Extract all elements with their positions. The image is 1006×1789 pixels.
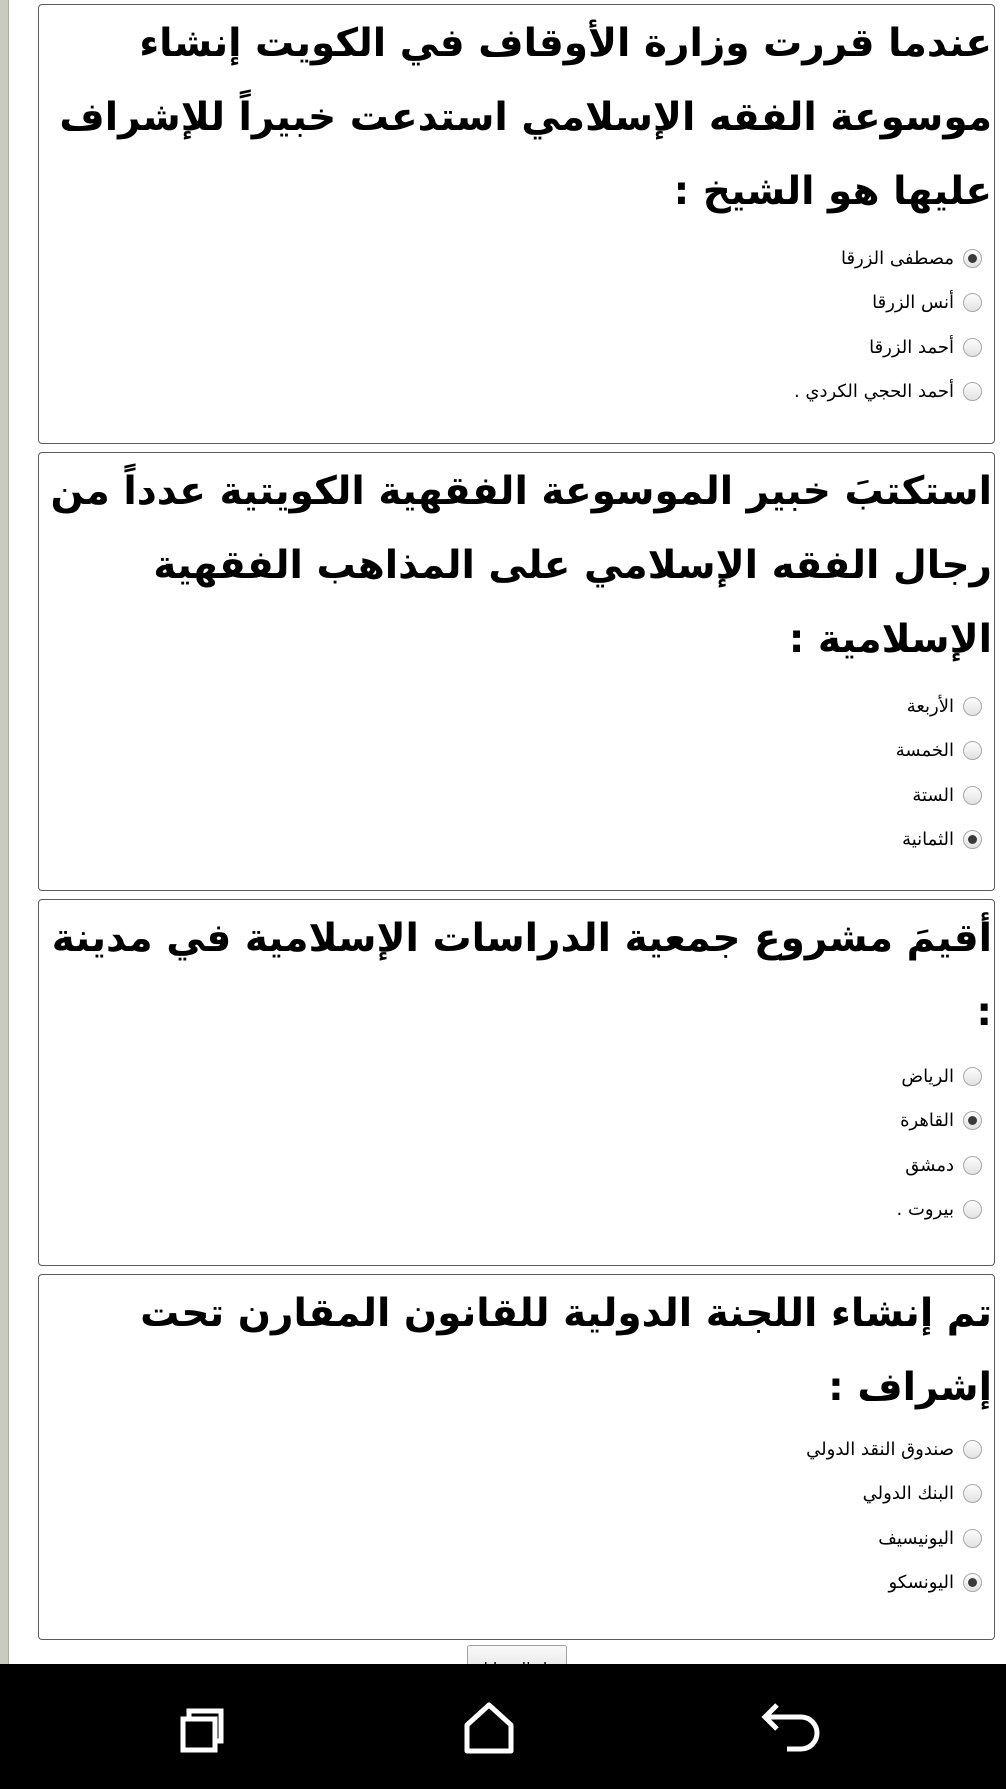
radio-button[interactable] (963, 382, 982, 401)
system-navigation-bar (0, 1664, 1006, 1789)
option-1[interactable] (39, 729, 994, 774)
radio-button[interactable] (963, 1573, 982, 1592)
option-2[interactable] (39, 325, 994, 370)
radio-button[interactable] (963, 1529, 982, 1548)
back-button[interactable] (734, 1684, 844, 1769)
option-label: دمشق (905, 1154, 954, 1176)
option-label: أحمد الحجي الكردي . (793, 381, 954, 403)
option-label: الثمانية (902, 829, 954, 851)
radio-button[interactable] (963, 1200, 982, 1219)
question-card (38, 1274, 995, 1640)
radio-button[interactable] (963, 1067, 982, 1086)
option-1[interactable] (39, 1472, 994, 1517)
radio-button[interactable] (963, 697, 982, 716)
option-1[interactable] (39, 281, 994, 326)
radio-button[interactable] (963, 1111, 982, 1130)
recents-icon (175, 1697, 235, 1757)
radio-button[interactable] (963, 1156, 982, 1175)
option-3[interactable] (39, 1188, 994, 1233)
option-3[interactable] (39, 370, 994, 415)
option-3[interactable] (39, 1561, 994, 1606)
home-icon (457, 1697, 521, 1757)
option-label: مصطفى الزرقا (840, 247, 954, 269)
option-label: اليونسكو (888, 1572, 954, 1594)
radio-button[interactable] (963, 293, 982, 312)
option-0[interactable] (39, 1427, 994, 1472)
option-label: اليونيسيف (878, 1527, 954, 1549)
back-icon (757, 1697, 821, 1757)
radio-button[interactable] (963, 786, 982, 805)
option-label: البنك الدولي (862, 1483, 954, 1505)
option-2[interactable] (39, 773, 994, 818)
options-list (39, 1054, 994, 1232)
question-card (38, 899, 995, 1266)
question-text: عندما قررت وزارة الأوقاف في الكويت إنشاء موسوعة الفقه الإسلامي استدعت خبيراً للإشراف عليها هو الشيخ : (59, 21, 992, 214)
radio-button[interactable] (963, 338, 982, 357)
option-label: الستة (912, 784, 954, 806)
option-label: أنس الزرقا (872, 292, 954, 314)
option-0[interactable] (39, 236, 994, 281)
radio-button[interactable] (963, 741, 982, 760)
home-button[interactable] (434, 1684, 544, 1769)
recents-button[interactable] (150, 1684, 260, 1769)
question-card (38, 4, 995, 444)
question-card (38, 452, 995, 891)
option-0[interactable] (39, 1054, 994, 1099)
option-3[interactable] (39, 818, 994, 863)
question-text: أقيمَ مشروع جمعية الدراسات الإسلامية في مدينة : (51, 916, 992, 1035)
left-edge-bar (0, 0, 9, 1664)
option-label: أحمد الزرقا (869, 336, 954, 358)
option-label: الخمسة (895, 740, 954, 762)
radio-button[interactable] (963, 830, 982, 849)
options-list (39, 684, 994, 862)
option-label: صندوق النقد الدولي (806, 1438, 954, 1460)
radio-button[interactable] (963, 249, 982, 268)
option-label: القاهرة (900, 1110, 954, 1132)
radio-button[interactable] (963, 1440, 982, 1459)
question-text: استكتبَ خبير الموسوعة الفقهية الكويتية عدداً من رجال الفقه الإسلامي على المذاهب الفقهية الإسلامية : (50, 469, 992, 662)
option-label: الرياض (901, 1065, 954, 1087)
option-label: بيروت . (896, 1199, 954, 1221)
options-list (39, 1427, 994, 1605)
question-text: تم إنشاء اللجنة الدولية للقانون المقارن تحت إشراف : (140, 1291, 992, 1410)
option-2[interactable] (39, 1516, 994, 1561)
option-2[interactable] (39, 1143, 994, 1188)
option-1[interactable] (39, 1099, 994, 1144)
options-list (39, 236, 994, 414)
option-label: الأربعة (906, 695, 954, 717)
option-0[interactable] (39, 684, 994, 729)
radio-button[interactable] (963, 1484, 982, 1503)
